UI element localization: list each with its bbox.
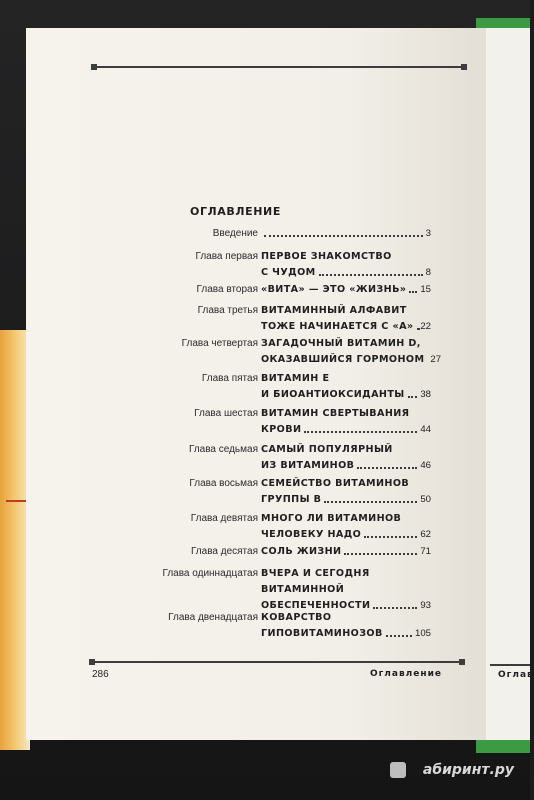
chapter-title-last-line	[261, 529, 431, 541]
page-ref: 22	[420, 321, 431, 332]
chapter-title-last-line	[261, 546, 431, 558]
chapter-title-last-line	[261, 628, 431, 640]
bottom-rule	[92, 661, 462, 663]
dot-leader	[319, 274, 423, 276]
chapter-label: Глава седьмая	[188, 444, 258, 455]
page-ref: 38	[420, 389, 431, 400]
chapter-title-last-line	[261, 600, 431, 612]
chapter-title-text: «ВИТА» — ЭТО «ЖИЗНЬ»	[261, 284, 407, 295]
dot-leader	[357, 467, 417, 469]
page-ref: 15	[420, 284, 431, 295]
chapter-title-last-line	[261, 424, 431, 436]
watermark-text: абиринт.ру	[422, 762, 514, 778]
chapter-title-text: ГРУППЫ В	[261, 494, 322, 505]
chapter-label: Глава десятая	[190, 546, 258, 557]
chapter-title-last-line	[261, 284, 431, 296]
chapter-title-last-line	[261, 494, 431, 506]
top-rule	[94, 66, 464, 68]
chapter-label: Глава четвертая	[181, 338, 258, 349]
chapter-title-line: ЗАГАДОЧНЫЙ ВИТАМИН D,	[261, 338, 421, 349]
chapter-label: Введение	[212, 228, 258, 239]
chapter-label: Глава третья	[197, 305, 258, 316]
chapter-title-line: ВИТАМИННЫЙ АЛФАВИТ	[261, 305, 407, 316]
toc-heading: ОГЛАВЛЕНИЕ	[190, 205, 281, 218]
page-ref: 93	[420, 600, 431, 611]
chapter-title-text: ЧЕЛОВЕКУ НАДО	[261, 529, 362, 540]
dot-leader	[386, 635, 412, 637]
chapter-title-text: ГИПОВИТАМИНОЗОВ	[261, 628, 383, 639]
chapter-title-line: САМЫЙ ПОПУЛЯРНЫЙ	[261, 444, 393, 455]
page-ref: 27	[430, 354, 442, 365]
page-ref: 3	[425, 228, 431, 239]
dot-leader	[364, 536, 417, 538]
right-page-running-title: Оглав	[498, 670, 534, 680]
chapter-title-text: СОЛЬ ЖИЗНИ	[261, 546, 342, 557]
dot-leader	[408, 396, 418, 398]
dot-leader	[373, 607, 417, 609]
dot-leader	[409, 291, 417, 293]
chapter-title-text: ОБЕСПЕЧЕННОСТИ	[261, 600, 371, 611]
running-title: Оглавление	[369, 669, 442, 679]
dot-leader	[324, 501, 417, 503]
dot-leader	[264, 235, 423, 237]
chapter-label: Глава вторая	[196, 284, 258, 295]
page-ref: 105	[414, 628, 431, 639]
page-ref: 50	[420, 494, 431, 505]
orange-photo-line	[6, 500, 28, 502]
chapter-label: Глава девятая	[190, 513, 258, 524]
chapter-title-last-line	[261, 267, 431, 279]
chapter-title-last-line	[261, 389, 431, 401]
page-ref: 8	[425, 267, 431, 278]
page-ref: 71	[420, 546, 431, 557]
chapter-label: Глава пятая	[201, 373, 258, 384]
chapter-title-last-line	[261, 354, 442, 366]
page-ref: 44	[420, 424, 431, 435]
chapter-title-line: ВИТАМИН СВЕРТЫВАНИЯ	[261, 408, 410, 419]
chapter-title-line: МНОГО ЛИ ВИТАМИНОВ	[261, 513, 402, 524]
page-ref: 62	[420, 529, 431, 540]
watermark-logo-icon	[390, 762, 406, 778]
page-ref: 46	[420, 460, 431, 471]
chapter-title-text: И БИОАНТИОКСИДАНТЫ	[261, 389, 405, 400]
chapter-label: Глава восьмая	[189, 478, 258, 489]
dot-leader	[344, 553, 417, 555]
chapter-title-line: КОВАРСТВО	[261, 612, 332, 623]
right-page-rule	[490, 664, 530, 666]
chapter-title-line: ВЧЕРА И СЕГОДНЯ	[261, 568, 370, 579]
chapter-title-last-line	[261, 321, 431, 333]
chapter-title-line: ПЕРВОЕ ЗНАКОМСТВО	[261, 251, 392, 262]
chapter-title-line: ВИТАМИН Е	[261, 373, 330, 384]
dot-leader	[304, 431, 417, 433]
chapter-label: Глава шестая	[194, 408, 258, 419]
chapter-title-text: ИЗ ВИТАМИНОВ	[261, 460, 355, 471]
chapter-title-line: СЕМЕЙСТВО ВИТАМИНОВ	[261, 478, 410, 489]
chapter-label: Глава двенадцатая	[168, 612, 258, 623]
chapter-label: Глава одиннадцатая	[162, 568, 258, 579]
chapter-title-last-line	[261, 460, 431, 472]
page-number: 286	[92, 669, 109, 680]
chapter-title-text: ОКАЗАВШИЙСЯ ГОРМОНОМ	[261, 354, 425, 365]
chapter-title-last-line	[261, 228, 431, 240]
chapter-title-line: ВИТАМИННОЙ	[261, 584, 345, 595]
chapter-label: Глава первая	[195, 251, 258, 262]
chapter-title-text: ТОЖЕ НАЧИНАЕТСЯ С «А»	[261, 321, 414, 332]
chapter-title-text: КРОВИ	[261, 424, 302, 435]
chapter-title-text: С ЧУДОМ	[261, 267, 316, 278]
book-page	[26, 28, 486, 740]
